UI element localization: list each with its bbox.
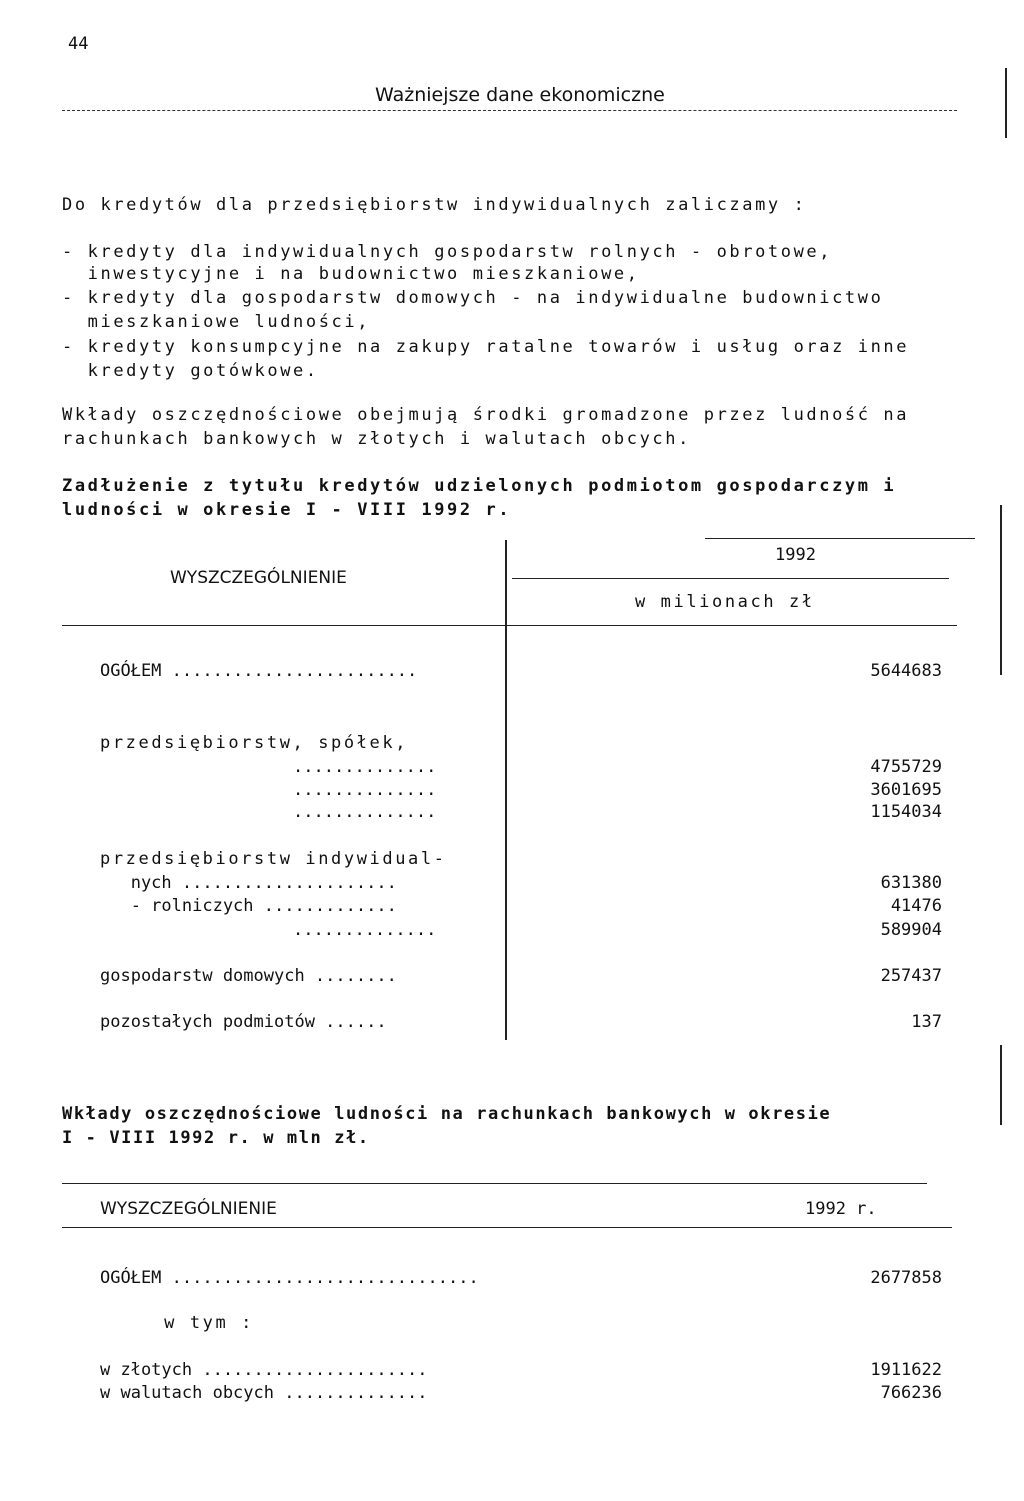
- row-value: 257437: [880, 966, 942, 986]
- list-line: inwestycyjne i na budownictwo mieszkaniowe,: [62, 264, 640, 284]
- row-value: 589904: [880, 920, 942, 940]
- row-label: w złotych ......................: [100, 1360, 428, 1380]
- row-label: w walutach obcych ..............: [100, 1383, 428, 1403]
- row-label: ..............: [160, 757, 437, 777]
- table-rule: [512, 578, 949, 579]
- paragraph-line: Wkłady oszczędnościowe obejmują środki gromadzone przez ludność na: [62, 405, 910, 425]
- page-header-title: Ważniejsze dane ekonomiczne: [375, 84, 665, 106]
- row-label: gospodarstw domowych ........: [100, 966, 397, 986]
- column-header-year: 1992: [775, 545, 816, 565]
- table-rule: [62, 1183, 927, 1184]
- column-header-year: 1992 r.: [805, 1199, 877, 1219]
- table-rule: [705, 538, 975, 539]
- row-label-total: OGÓŁEM ........................: [100, 661, 418, 681]
- row-value: 4755729: [870, 757, 942, 777]
- table-rule: [62, 1227, 952, 1228]
- row-value: 41476: [890, 896, 942, 916]
- row-label: nych .....................: [100, 873, 397, 893]
- row-label: ..............: [160, 920, 437, 940]
- list-line: - kredyty dla indywidualnych gospodarstw rolnych - obrotowe,: [62, 242, 833, 262]
- list-line: - kredyty dla gospodarstw domowych - na indywidualne budownictwo: [62, 288, 884, 308]
- table-rule: [62, 625, 957, 626]
- row-value: 1154034: [870, 802, 942, 822]
- row-value: 137: [911, 1012, 942, 1032]
- paragraph-line: rachunkach bankowych w złotych i walutach obcych.: [62, 429, 691, 449]
- caption-line: I - VIII 1992 r. w mln zł.: [62, 1128, 370, 1148]
- caption-line: Zadłużenie z tytułu kredytów udzielonych podmiotom gospodarczym i: [62, 476, 897, 496]
- row-label: pozostałych podmiotów ......: [100, 1012, 387, 1032]
- row-value: 1911622: [870, 1360, 942, 1380]
- row-label: ..............: [160, 780, 437, 800]
- row-value: 766236: [880, 1383, 942, 1403]
- row-value: 3601695: [870, 780, 942, 800]
- row-label: - rolniczych .............: [100, 896, 397, 916]
- column-divider: [505, 540, 507, 1040]
- row-value-total: 2677858: [870, 1268, 942, 1288]
- page-number: 44: [68, 34, 89, 54]
- intro-text: Do kredytów dla przedsiębiorstw indywidualnych zaliczamy :: [62, 195, 807, 215]
- row-label-total: OGÓŁEM ..............................: [100, 1268, 479, 1288]
- margin-line: [1005, 68, 1007, 138]
- margin-line: [1000, 1045, 1002, 1125]
- row-label: przedsiębiorstw indywidual-: [100, 849, 447, 869]
- row-label: przedsiębiorstw, spółek,: [100, 733, 409, 753]
- column-header-unit: w milionach zł: [635, 592, 815, 612]
- list-line: - kredyty konsumpcyjne na zakupy ratalne towarów i usług oraz inne: [62, 337, 910, 357]
- row-label: ..............: [160, 802, 437, 822]
- margin-line: [1000, 505, 1002, 675]
- row-value-total: 5644683: [870, 661, 942, 681]
- row-label: w tym :: [100, 1313, 255, 1333]
- column-header-label: WYSZCZEGÓLNIENIE: [170, 568, 347, 588]
- caption-line: ludności w okresie I - VIII 1992 r.: [62, 500, 512, 520]
- caption-line: Wkłady oszczędnościowe ludności na rachunkach bankowych w okresie: [62, 1104, 832, 1124]
- header-rule: [62, 110, 957, 111]
- list-line: kredyty gotówkowe.: [62, 361, 319, 381]
- list-line: mieszkaniowe ludności,: [62, 312, 371, 332]
- column-header-label: WYSZCZEGÓLNIENIE: [100, 1199, 277, 1219]
- row-value: 631380: [880, 873, 942, 893]
